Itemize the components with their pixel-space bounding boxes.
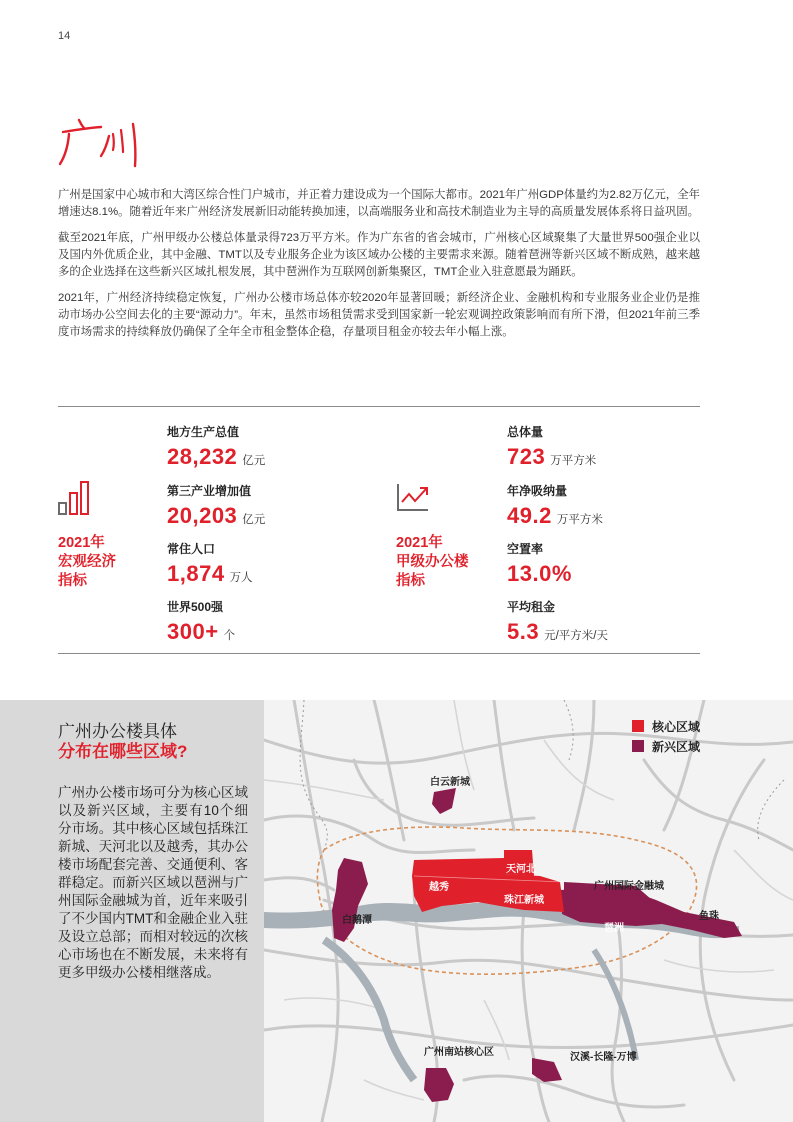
zone-south-station bbox=[424, 1068, 454, 1102]
macro-title-line: 宏观经济 bbox=[58, 554, 116, 570]
stat-value: 1,874 bbox=[167, 561, 225, 586]
stat-unit: 万平方米 bbox=[550, 455, 597, 467]
bar-chart-icon bbox=[58, 480, 90, 521]
legend-item-core bbox=[632, 718, 752, 734]
stat-vacancy bbox=[507, 540, 577, 587]
distribution-section bbox=[0, 700, 793, 1122]
zone-baietan bbox=[332, 858, 368, 942]
map-label-yuzhu: 鱼珠 bbox=[699, 911, 719, 922]
stat-total-stock bbox=[507, 423, 596, 470]
office-block-title bbox=[396, 534, 469, 591]
macro-title-line: 指标 bbox=[58, 573, 87, 589]
macro-block-title bbox=[58, 534, 116, 591]
stat-avg-rent bbox=[507, 598, 608, 645]
divider bbox=[58, 653, 700, 654]
stat-fortune500 bbox=[167, 598, 235, 645]
guangzhou-office-map bbox=[264, 700, 793, 1122]
stat-value: 20,203 bbox=[167, 503, 238, 528]
stat-label: 第三产业增加值 bbox=[167, 484, 252, 498]
legend-item-emerging bbox=[632, 738, 752, 754]
stat-unit: 亿元 bbox=[242, 455, 266, 467]
distribution-body: 广州办公楼市场可分为核心区域以及新兴区域，主要有10个细分市场。其中核心区域包括珠江新城、天河北以及越秀，其办公楼市场配套完善、交通便利、客群稳定。而新兴区域以琶洲与广州国际金融城为首，近年来吸引了不少国内TMT和金融企业入驻及设立总部；而相对较远的次核心市场也在不断发展，未来将有更多甲级办公楼相继落成。 bbox=[58, 785, 248, 980]
intro-paragraph: 2021年，广州经济持续稳定恢复，广州办公楼市场总体亦较2020年显著回暖；新经济企业、金融机构和专业服务业企业仍是推动市场办公空间去化的主要“源动力”。年末，虽然市场租赁需求受到国家新一轮宏观调控政策影响而有所下滑，但2021年前三季度市场需求的持续释放仍确保了全年全市租金整体企稳，存量项目租金亦较去年小幅上涨。 bbox=[58, 292, 700, 338]
map-label-baietan: 白鹅潭 bbox=[342, 915, 372, 926]
legend-label: 核心区域 bbox=[652, 720, 701, 734]
stat-label: 年净吸纳量 bbox=[507, 484, 568, 498]
stat-label: 世界500强 bbox=[167, 600, 224, 614]
map-label-south-station: 广州南站核心区 bbox=[424, 1047, 494, 1058]
stat-value: 723 bbox=[507, 444, 546, 469]
stat-label: 地方生产总值 bbox=[167, 425, 240, 439]
legend-label: 新兴区域 bbox=[652, 740, 701, 754]
map-label-ifc: 广州国际金融城 bbox=[594, 881, 664, 892]
map-label-zhujiang: 珠江新城 bbox=[504, 895, 544, 906]
page-number: 14 bbox=[58, 30, 71, 42]
office-title-line: 甲级办公楼 bbox=[396, 554, 469, 570]
stat-population bbox=[167, 540, 253, 587]
stat-gdp bbox=[167, 423, 265, 470]
stat-label: 总体量 bbox=[507, 425, 544, 439]
stat-value: 5.3 bbox=[507, 619, 540, 644]
distribution-subtitle: 分布在哪些区域? bbox=[58, 742, 188, 761]
macro-title-year: 2021年 bbox=[58, 535, 105, 551]
distribution-panel bbox=[0, 700, 264, 1122]
map-label-pazhou: 琶洲 bbox=[604, 923, 624, 934]
line-trend-icon bbox=[396, 482, 430, 517]
stat-unit: 万平方米 bbox=[556, 514, 603, 526]
stat-label: 空置率 bbox=[507, 542, 544, 556]
map-label-tianhebei: 天河北 bbox=[506, 864, 536, 875]
stat-unit: 亿元 bbox=[242, 514, 266, 526]
intro-paragraph: 截至2021年底，广州甲级办公楼总体量录得723万平方米。作为广东省的省会城市，广州核心区域聚集了大量世界500强企业以及国内外优质企业，其中金融、TMT以及专业服务企业为该区域办公楼的主要需求来源。随着琶洲等新兴区域不断成熟，越来越多的企业选择在这些新兴区域扎根发展，其中琶洲作为互联网创新集聚区，TMT企业入驻意愿最为踊跃。 bbox=[58, 232, 700, 278]
stat-tertiary bbox=[167, 482, 265, 529]
legend-swatch bbox=[632, 720, 644, 732]
stat-value: 13.0% bbox=[507, 561, 572, 586]
stat-unit: 个 bbox=[223, 630, 236, 642]
zone-baiyun bbox=[432, 788, 456, 814]
legend-swatch bbox=[632, 740, 644, 752]
distribution-title: 广州办公楼具体 bbox=[58, 722, 177, 741]
city-title-calligraphy bbox=[57, 116, 147, 173]
office-title-line: 指标 bbox=[396, 573, 425, 589]
stat-unit: 元/平方米/天 bbox=[544, 630, 608, 642]
stat-value: 49.2 bbox=[507, 503, 552, 528]
stat-label: 平均租金 bbox=[507, 600, 556, 614]
stat-unit: 万人 bbox=[229, 572, 253, 584]
stat-value: 300+ bbox=[167, 619, 219, 644]
divider bbox=[58, 406, 700, 407]
stat-value: 28,232 bbox=[167, 444, 238, 469]
office-title-year: 2021年 bbox=[396, 535, 443, 551]
stat-label: 常住人口 bbox=[167, 542, 216, 556]
stat-net-absorption bbox=[507, 482, 603, 529]
intro-paragraph: 广州是国家中心城市和大湾区综合性门户城市，并正着力建设成为一个国际大都市。2021年广州GDP体量约为2.82万亿元，全年增速达8.1%。随着近年来广州经济发展新旧动能转换加速，以高端服务业和高技术制造业为主导的高质量发展体系将日益巩固。 bbox=[58, 189, 700, 218]
map-label-hanxi: 汉溪-长隆-万博 bbox=[570, 1052, 637, 1063]
map-label-baiyun: 白云新城 bbox=[430, 777, 470, 788]
map-label-yuexiu: 越秀 bbox=[429, 882, 449, 893]
intro-text bbox=[58, 187, 700, 350]
